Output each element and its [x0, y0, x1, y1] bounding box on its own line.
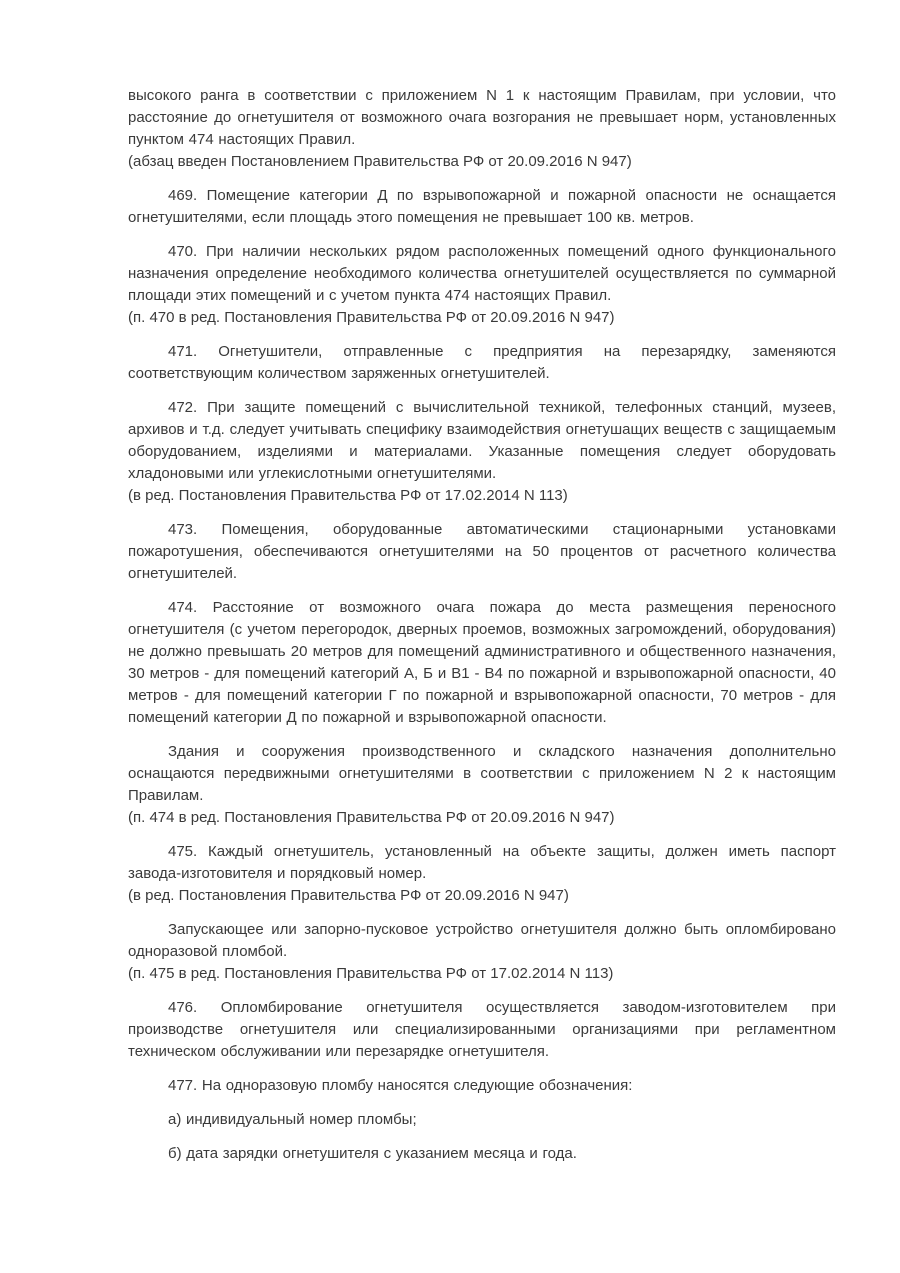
paragraph-470-text: 470. При наличии нескольких рядом расположенных помещений одного функционального назначения определение необходимого количества огнетушителей осуществляется по суммарной площади этих помещений и с учетом пункта 474 настоящих Правил.	[128, 243, 836, 304]
paragraph-477-item-a-text: а) индивидуальный номер пломбы;	[168, 1111, 417, 1128]
paragraph-block-471	[128, 341, 836, 385]
paragraph-block-474-addition	[128, 741, 836, 829]
paragraph-block-477-item-a	[128, 1109, 836, 1131]
paragraph-474-text: 474. Расстояние от возможного очага пожара до места размещения переносного огнетушителя (с учетом перегородок, дверных проемов, возможных загромождений, оборудования) не должно превышать 20 метров для помещений административного и общественного назначения, 30 метров - для помещений категорий А, Б и В1 - В4 по пожарной и взрывопожарной опасности, 40 метров - для помещений категории Г по пожарной и взрывопожарной опасности, 70 метров - для помещений категории Д по пожарной и взрывопожарной опасности.	[128, 599, 836, 726]
amendment-note-470: (п. 470 в ред. Постановления Правительства РФ от 20.09.2016 N 947)	[128, 309, 615, 326]
amendment-note-475a: (в ред. Постановления Правительства РФ от 20.09.2016 N 947)	[128, 887, 569, 904]
paragraph-471-text: 471. Огнетушители, отправленные с предприятия на перезарядку, заменяются соответствующим количеством заряженных огнетушителей.	[128, 343, 836, 382]
paragraph-block-477	[128, 1075, 836, 1097]
paragraph-block-474	[128, 597, 836, 729]
amendment-note-472: (в ред. Постановления Правительства РФ от 17.02.2014 N 113)	[128, 487, 568, 504]
paragraph-block-477-item-b	[128, 1143, 836, 1165]
paragraph-477-text: 477. На одноразовую пломбу наносятся следующие обозначения:	[168, 1077, 633, 1094]
paragraph-476-text: 476. Опломбирование огнетушителя осуществляется заводом-изготовителем при производстве огнетушителя или специализированными организациями при регламентном техническом обслуживании или перезарядке огнетушителя.	[128, 999, 836, 1060]
paragraph-473-text: 473. Помещения, оборудованные автоматическими стационарными установками пожаротушения, обеспечиваются огнетушителями на 50 процентов от расчетного количества огнетушителей.	[128, 521, 836, 582]
amendment-note-474: (п. 474 в ред. Постановления Правительства РФ от 20.09.2016 N 947)	[128, 809, 615, 826]
paragraph-block-470	[128, 241, 836, 329]
paragraph-475-addition-text: Запускающее или запорно-пусковое устройство огнетушителя должно быть опломбировано одноразовой пломбой.	[128, 921, 836, 960]
paragraph-block-476	[128, 997, 836, 1063]
paragraph-468-continuation-text: высокого ранга в соответствии с приложением N 1 к настоящим Правилам, при условии, что расстояние до огнетушителя от возможного очага возгорания не превышает норм, установленных пунктом 474 настоящих Правил.	[128, 87, 836, 148]
document-text-column	[128, 85, 836, 1177]
paragraph-block-475	[128, 841, 836, 907]
paragraph-block-468-continuation	[128, 85, 836, 173]
amendment-note-468: (абзац введен Постановлением Правительства РФ от 20.09.2016 N 947)	[128, 153, 632, 170]
paragraph-474-addition-text: Здания и сооружения производственного и складского назначения дополнительно оснащаются передвижными огнетушителями в соответствии с приложением N 2 к настоящим Правилам.	[128, 743, 836, 804]
paragraph-block-475-addition	[128, 919, 836, 985]
paragraph-block-469	[128, 185, 836, 229]
paragraph-469-text: 469. Помещение категории Д по взрывопожарной и пожарной опасности не оснащается огнетушителями, если площадь этого помещения не превышает 100 кв. метров.	[128, 187, 836, 226]
amendment-note-475b: (п. 475 в ред. Постановления Правительства РФ от 17.02.2014 N 113)	[128, 965, 614, 982]
paragraph-block-472	[128, 397, 836, 507]
paragraph-472-text: 472. При защите помещений с вычислительной техникой, телефонных станций, музеев, архивов и т.д. следует учитывать специфику взаимодействия огнетушащих веществ с защищаемым оборудованием, изделиями и материалами. Указанные помещения следует оборудовать хладоновыми или углекислотными огнетушителями.	[128, 399, 836, 482]
paragraph-475-text: 475. Каждый огнетушитель, установленный на объекте защиты, должен иметь паспорт завода-изготовителя и порядковый номер.	[128, 843, 836, 882]
paragraph-block-473	[128, 519, 836, 585]
paragraph-477-item-b-text: б) дата зарядки огнетушителя с указанием месяца и года.	[168, 1145, 577, 1162]
